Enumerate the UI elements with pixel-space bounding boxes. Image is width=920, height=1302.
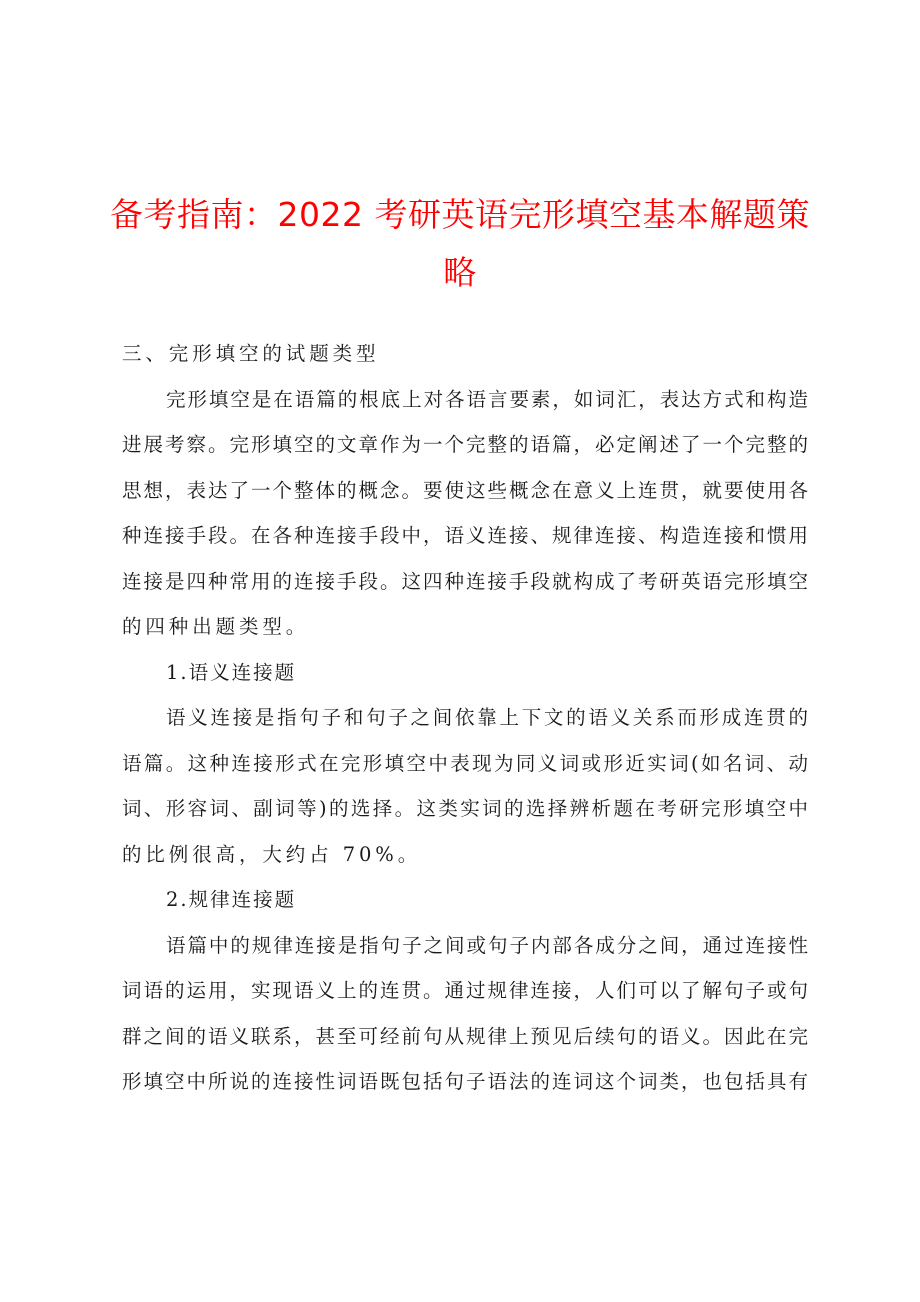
subsection-heading-semantic: 1.语义连接题: [166, 660, 297, 684]
paragraph-line: 的比例很高，大约占 70%。: [122, 842, 422, 866]
paragraph-line: 完形填空是在语篇的根底上对各语言要素，如词汇，表达方式和构造: [166, 387, 808, 411]
section-heading: 三、完形填空的试题类型: [122, 342, 380, 365]
paragraph-line: 语义连接是指句子和句子之间依靠上下文的语义关系而形成连贯的: [166, 706, 808, 729]
title-line-2: 略: [443, 253, 477, 292]
logical-connection-paragraph: [122, 928, 812, 1110]
paragraph-line: 语篇中的规律连接是指句子之间或句子内部各成分之间，通过连接性: [166, 933, 808, 957]
semantic-connection-paragraph: [122, 700, 812, 882]
paragraph-line: 语篇。这种连接形式在完形填空中表现为同义词或形近实词(如名词、动: [122, 751, 808, 775]
subsection-heading-logical: 2.规律连接题: [166, 888, 297, 911]
paragraph-line: 群之间的语义联系，甚至可经前句从规律上预见后续句的语义。因此在完: [122, 1024, 808, 1048]
paragraph-line: 种连接手段。在各种连接手段中，语义连接、规律连接、构造连接和惯用: [122, 524, 808, 547]
paragraph-line: 词、形容词、副词等)的选择。这类实词的选择辨析题在考研完形填空中: [122, 797, 808, 820]
document-body: [122, 336, 812, 1110]
document-title: [110, 186, 810, 302]
title-line-1: 备考指南：2022 考研英语完形填空基本解题策: [110, 195, 810, 234]
paragraph-line: 形填空中所说的连接性词语既包括句子语法的连词这个词类，也包括具有: [122, 1070, 808, 1093]
paragraph-line: 进展考察。完形填空的文章作为一个完整的语篇，必定阐述了一个完整的: [122, 433, 808, 456]
paragraph-line: 词语的运用，实现语义上的连贯。通过规律连接，人们可以了解句子或句: [122, 979, 808, 1002]
paragraph-line: 思想，表达了一个整体的概念。要使这些概念在意义上连贯，就要使用各: [122, 478, 808, 502]
paragraph-line: 的四种出题类型。: [122, 615, 310, 638]
intro-paragraph: [122, 382, 812, 655]
paragraph-line: 连接是四种常用的连接手段。这四种连接手段就构成了考研英语完形填空: [122, 569, 808, 593]
